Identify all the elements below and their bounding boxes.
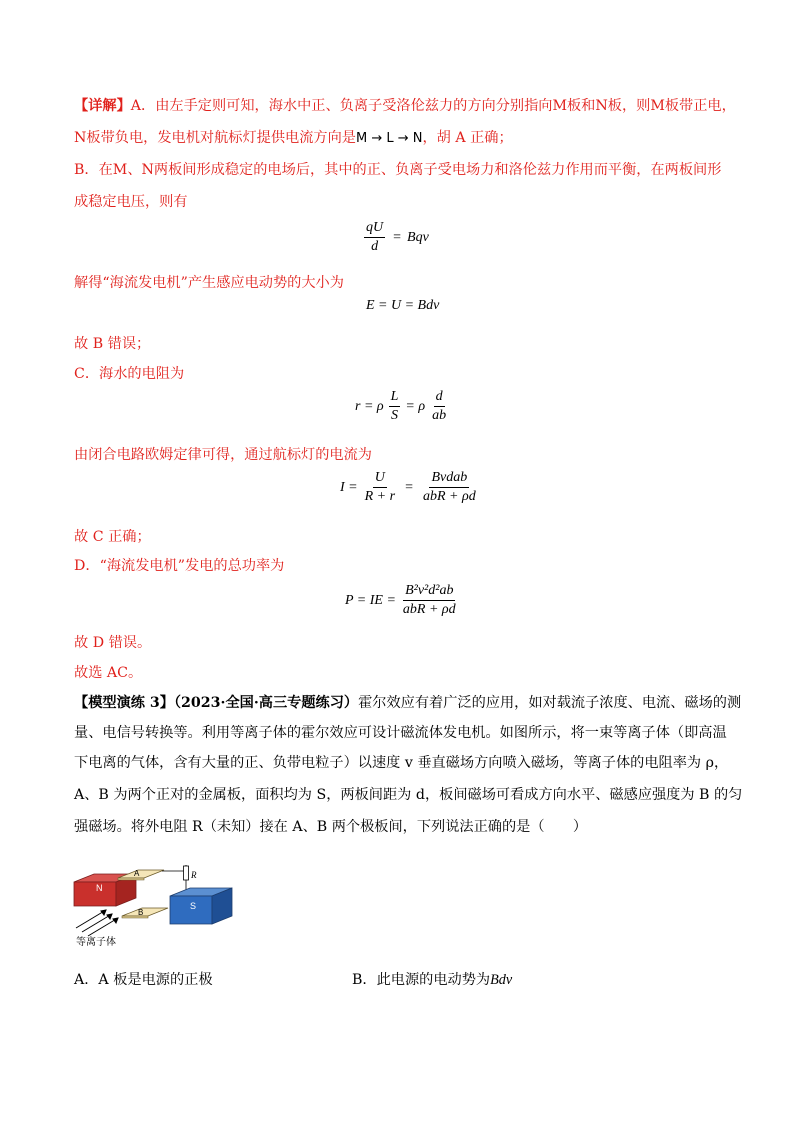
detail-line-5: 解得“海流发电机”产生感应电动势的大小为 xyxy=(74,275,344,291)
plasma-caption: 等离子体 xyxy=(76,937,116,948)
s-label: S xyxy=(190,901,197,911)
detail-line-4: 成稳定电压，则有 xyxy=(74,194,188,210)
detail-line-8: 由闭合电路欧姆定律可得，通过航标灯的电流为 xyxy=(74,447,372,463)
s-magnet xyxy=(170,888,232,924)
n-label: N xyxy=(96,883,103,893)
a-label: A xyxy=(134,869,140,878)
detail-line-6: 故 B 错误； xyxy=(74,336,151,352)
plasma-arrows xyxy=(76,910,118,936)
r-label: R xyxy=(191,870,197,880)
formula-resistance: r = ρ $\frac{L}{S}$ = ρ $\frac{d}{ab}$ xyxy=(355,389,447,423)
detail-line-9: 故 C 正确； xyxy=(74,529,151,545)
exercise-line-4: A、B 为两个正对的金属板，面积均为 S，两板间距为 d，板间磁场可看成方向水平、磁感应强度为 B 的匀 xyxy=(74,787,743,803)
b-label: B xyxy=(138,908,144,917)
exercise-line-1: 【模型演练 3】（2023·全国·高三专题练习）霍尔效应有着广泛的应用，如对载流子浓度、电流、磁场的测 xyxy=(74,695,742,711)
detail-line-11: 故 D 错误。 xyxy=(74,635,152,651)
detail-line-3: B．在M、N两板间形成稳定的电场后，其中的正、负离子受电场力和洛伦兹力作用而平衡，在两板间形 xyxy=(74,162,722,178)
exercise-source: （2023·全国·高三专题练习） xyxy=(173,695,359,711)
current-flow: M → L → N xyxy=(355,131,423,146)
plate-b xyxy=(122,908,168,918)
mhd-generator-diagram xyxy=(68,862,238,948)
formula-balance: $\frac{qU}{d}$ = Bqv xyxy=(366,220,429,254)
exercise-line-5: 强磁场。将外电阻 R（未知）接在 A、B 两个极板间，下列说法正确的是（ ） xyxy=(74,819,588,835)
detail-line-10: D．“海流发电机”发电的总功率为 xyxy=(74,558,285,574)
exercise-tag: 【模型演练 3】 xyxy=(74,695,174,711)
exercise-line-2: 量、电信号转换等。利用等离子体的霍尔效应可设计磁流体发电机。如图所示，将一束等离子体（即高温 xyxy=(74,725,727,741)
detail-line-1: 【详解】A．由左手定则可知，海水中正、负离子受洛伦兹力的方向分别指向M板和N板，则M板带正电， xyxy=(74,98,736,114)
detail-line-12: 故选 AC。 xyxy=(74,665,143,681)
option-a: A．A 板是电源的正极 xyxy=(74,972,213,988)
option-b: B．此电源的电动势为Bdv xyxy=(352,972,513,988)
detail-line-7: C．海水的电阻为 xyxy=(74,366,185,382)
resistor-r xyxy=(184,866,189,880)
detail-line-2: N板带负电，发电机对航标灯提供电流方向是M → L → N，胡 A 正确； xyxy=(74,130,513,146)
formula-emf: E = U = Bdv xyxy=(366,298,440,313)
detail-tag: 【详解】 xyxy=(74,98,131,114)
formula-current: I = $\frac{U}{R + r}$ = $\frac{\text{Bvdab}}{\text{abR + ρd}}$ xyxy=(340,470,476,504)
exercise-line-3: 下电离的气体，含有大量的正、负带电粒子）以速度 v 垂直磁场方向喷入磁场，等离子体的电阻率为 ρ， xyxy=(74,755,729,771)
formula-power: P = IE = $\frac{\text{B²v²d²ab}}{\text{abR + ρd}}$ xyxy=(345,583,456,617)
